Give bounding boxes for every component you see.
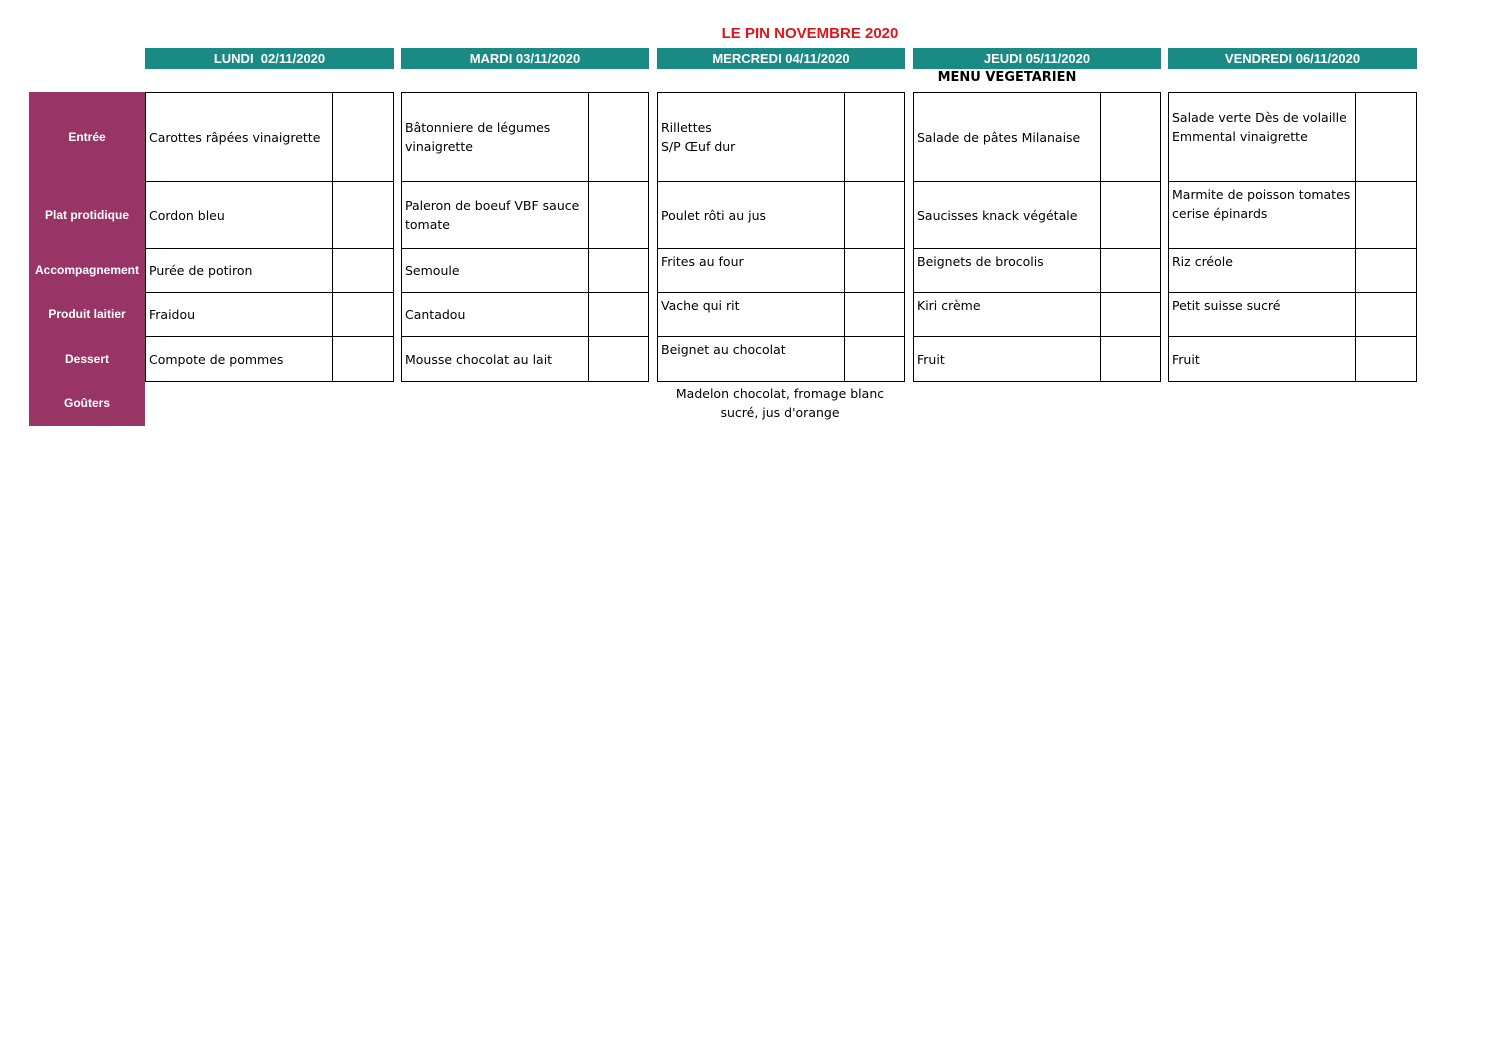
notes-cell: [1100, 248, 1161, 293]
menu-cell-laitier: Vache qui rit: [657, 292, 845, 337]
notes-cell: [844, 248, 905, 293]
day-header-mardi: MARDI 03/11/2020: [401, 48, 649, 69]
notes-cell: [844, 336, 905, 382]
menu-cell-dessert: Mousse chocolat au lait: [401, 336, 589, 382]
notes-cell: [844, 181, 905, 249]
day-header-mercredi: MERCREDI 04/11/2020: [657, 48, 905, 69]
gouter-text: Madelon chocolat, fromage blanc sucré, jus d'orange: [675, 386, 885, 420]
notes-cell: [332, 336, 394, 382]
notes-cell: [1355, 181, 1417, 249]
menu-cell-entree: Rillettes S/P Œuf dur: [657, 92, 845, 182]
category-laitier: Produit laitier: [48, 307, 126, 321]
menu-cell-plat: Poulet rôti au jus: [657, 181, 845, 249]
category-gouters: Goûters: [63, 396, 110, 410]
menu-cell-accompagnement: Frites au four: [657, 248, 845, 293]
menu-cell-plat: Paleron de boeuf VBF sauce tomate: [401, 181, 589, 249]
notes-cell: [588, 292, 649, 337]
category-dessert: Dessert: [64, 352, 110, 366]
day-header-vendredi: VENDREDI 06/11/2020: [1168, 48, 1417, 69]
notes-cell: [1355, 336, 1417, 382]
menu-cell-entree: Salade verte Dès de volaille Emmental vinaigrette: [1168, 92, 1356, 182]
category-accompagnement: Accompagnement: [34, 263, 140, 277]
notes-cell: [1355, 92, 1417, 182]
vegetarian-menu-note: MENU VEGETARIEN: [937, 70, 1077, 85]
menu-cell-laitier: Kiri crème: [913, 292, 1101, 337]
notes-cell: [1355, 292, 1417, 337]
menu-cell-dessert: Fruit: [913, 336, 1101, 382]
menu-cell-laitier: Cantadou: [401, 292, 589, 337]
notes-cell: [332, 292, 394, 337]
notes-cell: [844, 292, 905, 337]
menu-cell-accompagnement: Beignets de brocolis: [913, 248, 1101, 293]
notes-cell: [332, 248, 394, 293]
page-title: LE PIN NOVEMBRE 2020: [721, 25, 899, 42]
menu-cell-accompagnement: Riz créole: [1168, 248, 1356, 293]
notes-cell: [844, 92, 905, 182]
day-header-jeudi: JEUDI 05/11/2020: [913, 48, 1161, 69]
category-entree: Entrée: [68, 130, 106, 144]
notes-cell: [588, 92, 649, 182]
menu-cell-dessert: Beignet au chocolat: [657, 336, 845, 382]
menu-cell-dessert: Compote de pommes: [145, 336, 333, 382]
notes-cell: [588, 248, 649, 293]
category-plat: Plat protidique: [45, 208, 129, 222]
notes-cell: [1355, 248, 1417, 293]
menu-cell-laitier: Petit suisse sucré: [1168, 292, 1356, 337]
menu-cell-plat: Marmite de poisson tomates cerise épinards: [1168, 181, 1356, 249]
notes-cell: [1100, 336, 1161, 382]
menu-cell-entree: Salade de pâtes Milanaise: [913, 92, 1101, 182]
notes-cell: [588, 181, 649, 249]
menu-cell-dessert: Fruit: [1168, 336, 1356, 382]
notes-cell: [1100, 92, 1161, 182]
menu-cell-plat: Saucisses knack végétale: [913, 181, 1101, 249]
notes-cell: [1100, 181, 1161, 249]
menu-cell-accompagnement: Semoule: [401, 248, 589, 293]
menu-cell-accompagnement: Purée de potiron: [145, 248, 333, 293]
day-header-lundi: LUNDI 02/11/2020: [145, 48, 394, 69]
notes-cell: [588, 336, 649, 382]
menu-cell-plat: Cordon bleu: [145, 181, 333, 249]
menu-cell-laitier: Fraidou: [145, 292, 333, 337]
notes-cell: [332, 181, 394, 249]
notes-cell: [1100, 292, 1161, 337]
menu-cell-entree: Bâtonniere de légumes vinaigrette: [401, 92, 589, 182]
notes-cell: [332, 92, 394, 182]
menu-cell-entree: Carottes râpées vinaigrette: [145, 92, 333, 182]
